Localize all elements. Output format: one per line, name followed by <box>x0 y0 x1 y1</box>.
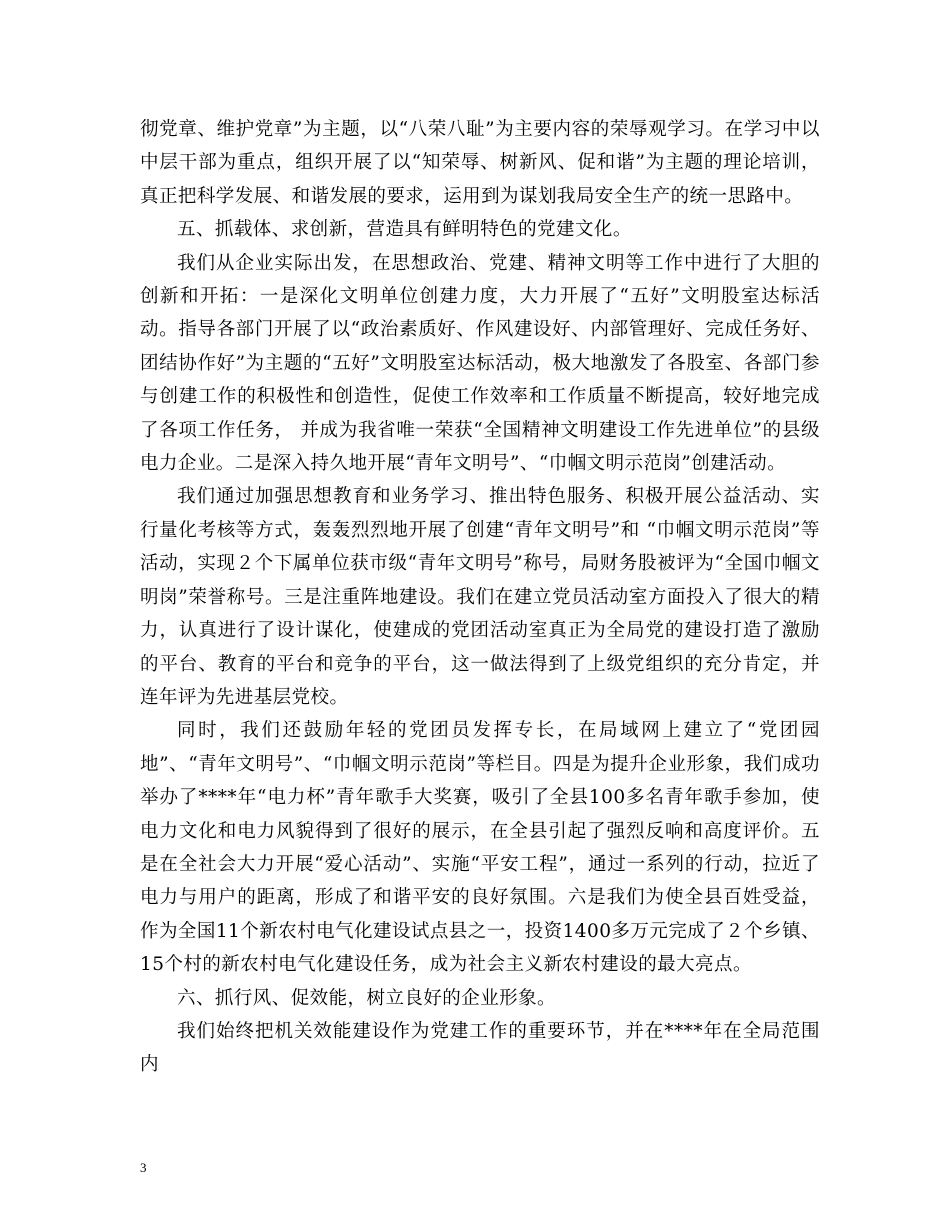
section-heading-6: 六、抓行风、促效能，树立良好的企业形象。 <box>177 987 557 1009</box>
page-number: 3 <box>140 1160 147 1175</box>
paragraph-3: 我们通过加强思想教育和业务学习、推出特色服务、积极开展公益活动、实行量化考核等方式，轰轰烈烈地开展了创建“青年文明号”和 “巾帼文明示范岗”等活动，实现２个下属单位获市级“青年文明号”称号，局财务股被评为“全国巾帼文明岗”荣誉称号。三是注重阵地建设。我们在建立党员活动室方面投入了很大的精力，认真进行了设计谋化，使建成的党团活动室真正为全局党的建设打造了激励的平台、教育的平台和竞争的平台，这一做法得到了上级党组织的充分肯定，并连年评为先进基层党校。 <box>140 486 820 708</box>
document-body <box>140 113 820 1082</box>
paragraph-5: 我们始终把机关效能建设作为党建工作的重要环节，并在****年在全局范围内 <box>140 1020 820 1076</box>
paragraph-2: 我们从企业实际出发，在思想政治、党建、精神文明等工作中进行了大胆的创新和开拓：一是深化文明单位创建力度，大力开展了“五好”文明股室达标活动。指导各部门开展了以“政治素质好、作风建设好、内部管理好、完成任务好、团结协作好”为主题的“五好”文明股室达标活动，极大地激发了各股室、各部门参与创建工作的积极性和创造性，促使工作效率和工作质量不断提高，较好地完成了各项工作任务， 并成为我省唯一荣获“全国精神文明建设工作先进单位”的县级电力企业。二是深入持久地开展“青年文明号”、“巾帼文明示范岗”创建活动。 <box>140 252 820 475</box>
paragraph-4: 同时，我们还鼓励年轻的党团员发挥专长，在局域网上建立了“党团园地”、“青年文明号”、“巾帼文明示范岗”等栏目。四是为提升企业形象，我们成功举办了****年“电力杯”青年歌手大奖赛，吸引了全县100多名青年歌手参加，使电力文化和电力风貌得到了很好的展示，在全县引起了强烈反响和高度评价。五是在全社会大力开展“爱心活动”、实施“平安工程”，通过一系列的行动，拉近了电力与用户的距离，形成了和谐平安的良好氛围。六是我们为使全县百姓受益，作为全国11个新农村电气化建设试点县之一，投资1400多万元完成了２个乡镇、15个村的新农村电气化建设任务，成为社会主义新农村建设的最大亮点。 <box>140 720 820 976</box>
section-heading-5: 五、抓载体、求创新，营造具有鲜明特色的党建文化。 <box>177 219 632 241</box>
paragraph-1: 彻党章、维护党章”为主题，以“八荣八耻”为主要内容的荣辱观学习。在学习中以中层干部为重点，组织开展了以“知荣辱、树新风、促和谐”为主题的理论培训，真正把科学发展、和谐发展的要求，运用到为谋划我局安全生产的统一思路中。 <box>140 119 820 207</box>
